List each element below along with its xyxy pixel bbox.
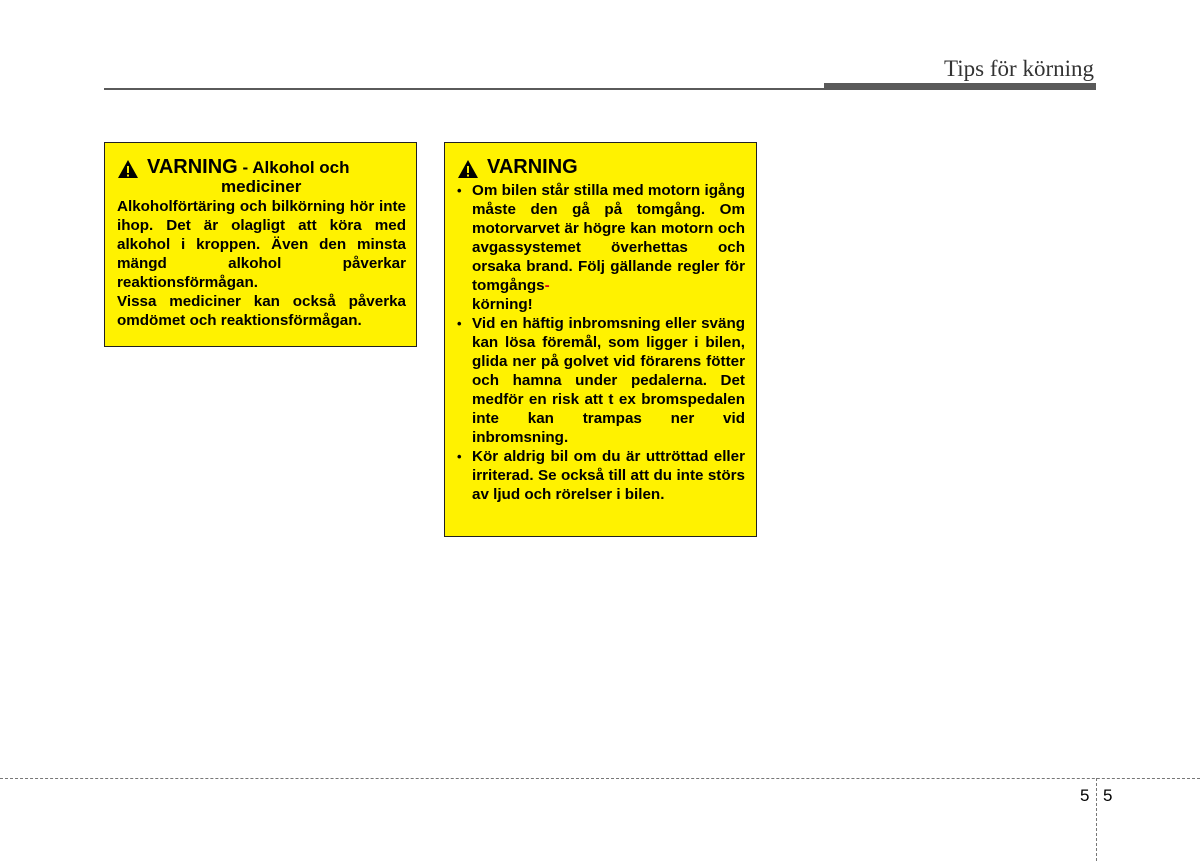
- warning-box-alcohol: [104, 142, 417, 347]
- warning-separator: -: [237, 158, 253, 177]
- bullet-text-end: körning!: [472, 296, 533, 313]
- warning-heading: [117, 156, 406, 179]
- chapter-number: 5: [1080, 786, 1090, 805]
- warning-triangle-icon: [457, 159, 479, 179]
- warning-subtitle-line1: Alkohol och: [252, 158, 350, 177]
- list-item: [457, 447, 745, 504]
- running-header-title: Tips för körning: [944, 56, 1094, 81]
- bullet-text: Vid en häftig inbromsning eller sväng kan lösa föremål, som ligger i bilen, glida ner på golvet vid förarens fötter och hamna under pedalerna. Det medför en risk att t ex bromspedalen inte kan trampas ner vid inbromsning.: [472, 315, 745, 446]
- warning-triangle-icon: [117, 159, 139, 179]
- bullet-text: Kör aldrig bil om du är uttröttad eller irriterad. Se också till att du inte störs av ljud och rörelser i bilen.: [472, 448, 745, 503]
- hyphen-mark: -: [544, 277, 550, 294]
- warning-box-idling: [444, 142, 757, 537]
- warning-subtitle-line2: mediciner: [221, 177, 302, 196]
- warning-heading: [457, 156, 745, 179]
- warning-bullet-list: [457, 181, 745, 504]
- warning-paragraph: Vissa mediciner kan också påverka omdömet och reaktionsförmågan.: [117, 293, 406, 329]
- header-bar: [824, 83, 1096, 90]
- page-number: 5: [1103, 786, 1113, 805]
- footer-dashed-rule: [0, 778, 1200, 779]
- warning-word: VARNING: [147, 156, 238, 178]
- list-item: [457, 314, 745, 447]
- list-item: [457, 181, 745, 314]
- warning-word: VARNING: [487, 156, 578, 178]
- footer-vertical-dashed-rule: [1096, 778, 1097, 861]
- warning-paragraph: Alkoholförtäring och bilkörning hör inte ihop. Det är olagligt att köra med alkohol i kroppen. Även den minsta mängd alkohol påverkar reaktionsförmågan.: [117, 198, 406, 291]
- bullet-text: Om bilen står stilla med motorn igång måste den gå på tomgång. Om motorvarvet är högre kan motorn och avgassystemet överhettas och orsaka brand. Följ gällande regler för tomgångs: [472, 182, 745, 294]
